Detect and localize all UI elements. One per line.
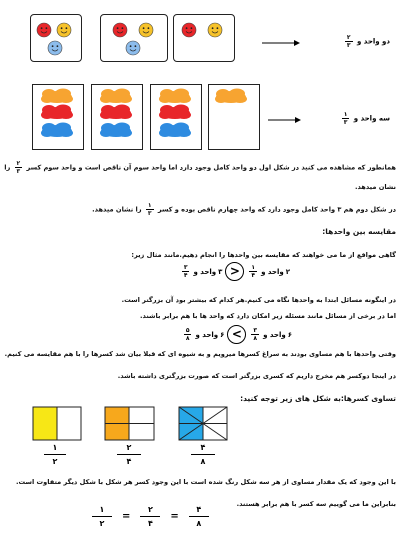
figure-quarters bbox=[105, 407, 154, 440]
fraction-denominator: ۲ bbox=[99, 519, 105, 528]
fraction-numerator: ۲ bbox=[126, 443, 132, 452]
paragraph-1-text: همانطور که مشاهده می کنید در شکل اول دو واحد کامل وجود دارد اما واحد سوم آن ناقص است و واحد سوم کسر bbox=[26, 163, 396, 172]
fraction-bar bbox=[140, 516, 160, 517]
fraction-denominator: ۳ bbox=[16, 168, 21, 175]
equality-fraction-c bbox=[189, 505, 209, 528]
equals-sign: = bbox=[170, 511, 179, 522]
fraction-denominator: ۴ bbox=[147, 519, 153, 528]
fraction-numerator: ۲ bbox=[346, 34, 351, 41]
fraction-denominator: ۸ bbox=[196, 519, 202, 528]
paragraph-3: گاهی مواقع از ما می خواهند که مقایسه بین واحدها را انجام دهیم.مانند مثال زیر: bbox=[131, 251, 396, 259]
fraction-denominator: ۴ bbox=[183, 272, 188, 279]
paragraph-2-text-end: را نشان میدهد. bbox=[92, 205, 142, 214]
fraction-numerator: ۴ bbox=[200, 443, 206, 452]
figure-eighths bbox=[179, 407, 227, 440]
whole-number: ۶ bbox=[220, 330, 225, 339]
fraction-denominator: ۳ bbox=[346, 42, 351, 49]
row2-label-text: سه واحد و bbox=[353, 114, 390, 123]
fraction-numerator: ۲ bbox=[147, 505, 153, 514]
fraction-denominator: ۳ bbox=[343, 119, 348, 126]
paragraph-7: در اینجا دوکسر هم مخرج داریم که کسری بزرگتر است که صورت بزرگتری داشته باشد. bbox=[117, 372, 396, 380]
fraction-numerator: ۴ bbox=[196, 505, 202, 514]
fraction-numerator: ۵ bbox=[185, 327, 190, 334]
equality-fraction-b bbox=[140, 505, 160, 528]
figure-halves bbox=[33, 407, 81, 440]
paragraph-1-cont: نشان میدهد. bbox=[354, 183, 396, 191]
paragraph-1-text-end: را bbox=[4, 163, 11, 172]
fraction-bar bbox=[191, 454, 215, 455]
greater-than-circle-icon: > bbox=[227, 325, 246, 344]
whole-number: ۶ bbox=[287, 330, 292, 339]
fraction-denominator: ۴ bbox=[126, 457, 132, 466]
fraction-bar bbox=[189, 516, 209, 517]
fraction-numerator: ۳ bbox=[183, 264, 188, 271]
heading-fraction-equality: تساوی کسرها:به شکل های زیر توجه کنید: bbox=[240, 394, 396, 403]
comparison-word: واحد و bbox=[261, 267, 284, 276]
comparison-word: واحد و bbox=[193, 267, 217, 276]
fraction-denominator: ۴ bbox=[251, 272, 256, 279]
comparison-word: واحد و bbox=[195, 330, 219, 339]
fraction-denominator: ۳ bbox=[147, 210, 152, 217]
fraction-denominator: ۸ bbox=[253, 335, 258, 342]
equality-expression bbox=[92, 505, 209, 528]
fraction-bar bbox=[44, 454, 66, 455]
figure-2-fraction bbox=[117, 443, 141, 466]
fraction-numerator: ۱ bbox=[147, 202, 152, 209]
whole-number: ۳ bbox=[218, 267, 223, 276]
paragraph-5: اما در برخی از مسائل مانند مسئله زیر امکان دارد که واحد ها با هم برابر باشند. bbox=[140, 312, 396, 320]
equals-sign: = bbox=[122, 511, 131, 522]
figure-3-fraction bbox=[191, 443, 215, 466]
fraction-numerator: ۱ bbox=[343, 111, 348, 118]
fraction-numerator: ۲ bbox=[16, 160, 21, 167]
equality-fraction-a bbox=[92, 505, 112, 528]
fraction-denominator: ۸ bbox=[185, 335, 190, 342]
fraction-denominator: ۸ bbox=[200, 457, 206, 466]
fraction-bar bbox=[92, 516, 112, 517]
paragraph-2-text: در شکل دوم هم ۳ واحد کامل وجود دارد که واحد چهارم ناقص بوده و کسر bbox=[157, 205, 396, 214]
heading-unit-comparison: مقایسه بین واحدها: bbox=[322, 227, 396, 236]
paragraph-9: بنابراین ما می گوییم سه کسر با هم برابر هستند. bbox=[236, 500, 396, 508]
fraction-denominator: ۲ bbox=[52, 457, 58, 466]
paragraph-6: وقتی واحدها با هم مساوی بودند به سراغ کسرها میرویم و به شیوه ای که قبلا بیان شد کسرها را با هم مقایسه می کنیم. bbox=[4, 350, 396, 358]
fraction-numerator: ۱ bbox=[99, 505, 105, 514]
fraction-numerator: ۱ bbox=[251, 264, 256, 271]
figure-1-fraction bbox=[44, 443, 66, 466]
fraction-numerator: ۱ bbox=[52, 443, 58, 452]
paragraph-8: با این وجود که یک مقدار مساوی از هر سه شکل رنگ شده است با این وجود کسر هر شکل با شکل دیگر متفاوت است. bbox=[15, 478, 396, 486]
whole-number: ۲ bbox=[285, 267, 290, 276]
row1-label-text: دو واحد و bbox=[356, 37, 390, 46]
fraction-bar bbox=[117, 454, 141, 455]
paragraph-4: در اینگونه مسائل ابتدا به واحدها نگاه می کنیم.هر کدام که بیشتر بود آن بزرگتر است. bbox=[121, 296, 396, 304]
comparison-word: واحد و bbox=[263, 330, 286, 339]
fraction-numerator: ۳ bbox=[253, 327, 258, 334]
less-than-circle-icon: < bbox=[225, 262, 244, 281]
